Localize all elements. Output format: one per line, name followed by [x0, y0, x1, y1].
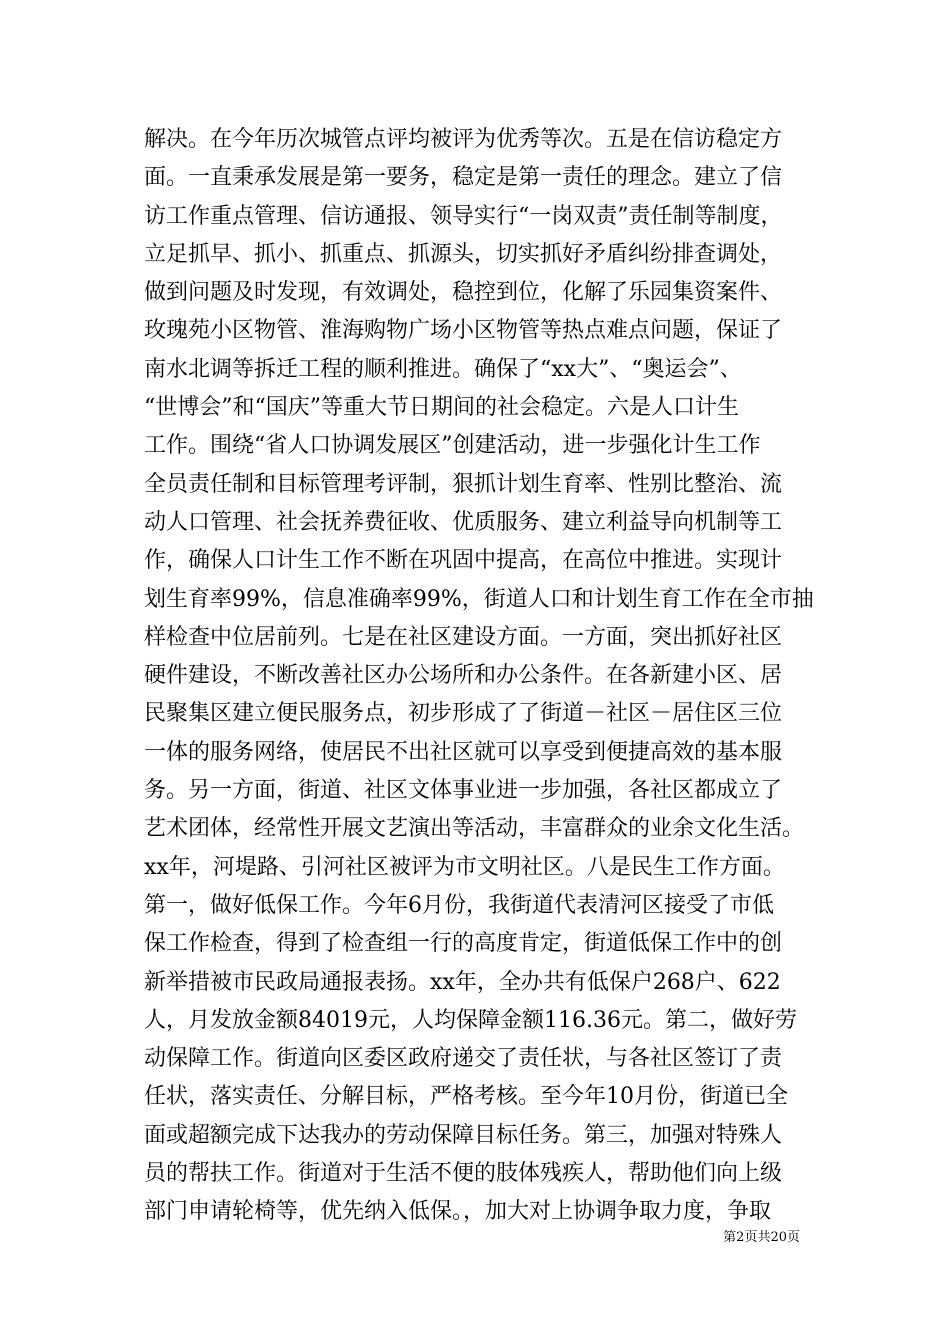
text-line: 保工作检查，得到了检查组一行的高度肯定，街道低保工作中的创 — [144, 931, 783, 957]
text-line: 做到问题及时发现，有效调处，稳控到位，化解了乐园集资案件、 — [144, 280, 783, 306]
text-line: 部门申请轮椅等，优先纳入低保。，加大对上协调争取力度，争取 — [144, 1199, 772, 1225]
text-line: 南水北调等拆迁工程的顺利推进。确保了“xx大”、“奥运会”、 — [144, 356, 742, 382]
text-line: 艺术团体，经常性开展文艺演出等活动，丰富群众的业余文化生活。 — [144, 816, 805, 842]
text-line: 动人口管理、社会抚养费征收、优质服务、建立利益导向机制等工 — [144, 509, 783, 535]
text-line: 任状，落实责任、分解目标，严格考核。至今年10月份，街道已全 — [144, 1084, 788, 1110]
text-line: 访工作重点管理、信访通报、领导实行“一岗双责”责任制等制度， — [144, 203, 783, 229]
text-line: 面。一直秉承发展是第一要务，稳定是第一责任的理念。建立了信 — [144, 165, 783, 191]
text-line: 工作。围绕“省人口协调发展区”创建活动，进一步强化计生工作 — [144, 433, 761, 459]
text-line: 面或超额完成下达我办的劳动保障目标任务。第三，加强对特殊人 — [144, 1122, 783, 1148]
text-line: 务。另一方面，街道、社区文体事业进一步加强，各社区都成立了 — [144, 778, 783, 804]
text-line: xx年，河堤路、引河社区被评为市文明社区。八是民生工作方面。 — [144, 854, 785, 880]
text-line: 立足抓早、抓小、抓重点、抓源头，切实抓好矛盾纠纷排查调处， — [144, 241, 783, 267]
text-line: 民聚集区建立便民服务点，初步形成了了街道－社区－居住区三位 — [144, 701, 783, 727]
text-line: 一体的服务网络，使居民不出社区就可以享受到便捷高效的基本服 — [144, 739, 783, 765]
text-line: 硬件建设，不断改善社区办公场所和办公条件。在各新建小区、居 — [144, 663, 783, 689]
text-line: 动保障工作。街道向区委区政府递交了责任状，与各社区签订了责 — [144, 1046, 783, 1072]
text-line: 第一，做好低保工作。今年6月份，我街道代表清河区接受了市低 — [144, 892, 774, 918]
text-line: 人，月发放金额84019元，人均保障金额116.36元。第二，做好劳 — [144, 1007, 797, 1033]
text-line: 新举措被市民政局通报表扬。xx年，全办共有低保户268户、622 — [144, 969, 781, 995]
text-line: 全员责任制和目标管理考评制，狠抓计划生育率、性别比整治、流 — [144, 471, 783, 497]
text-line: 划生育率99%，信息准确率99%，街道人口和计划生育工作在全市抽 — [144, 586, 814, 612]
page-footer: 第2页共20页 — [723, 1230, 800, 1245]
text-line: 解决。在今年历次城管点评均被评为优秀等次。五是在信访稳定方 — [144, 127, 783, 152]
text-line: 作，确保人口计生工作不断在巩固中提高，在高位中推进。实现计 — [144, 548, 783, 574]
text-line: 员的帮扶工作。街道对于生活不便的肢体残疾人，帮助他们向上级 — [144, 1161, 783, 1187]
text-line: 玫瑰苑小区物管、淮海购物广场小区物管等热点难点问题，保证了 — [144, 318, 783, 344]
text-line: “世博会”和“国庆”等重大节日期间的社会稳定。六是人口计生 — [144, 395, 739, 421]
text-line: 样检查中位居前列。七是在社区建设方面。一方面，突出抓好社区 — [144, 624, 783, 650]
body-text — [144, 121, 824, 1232]
